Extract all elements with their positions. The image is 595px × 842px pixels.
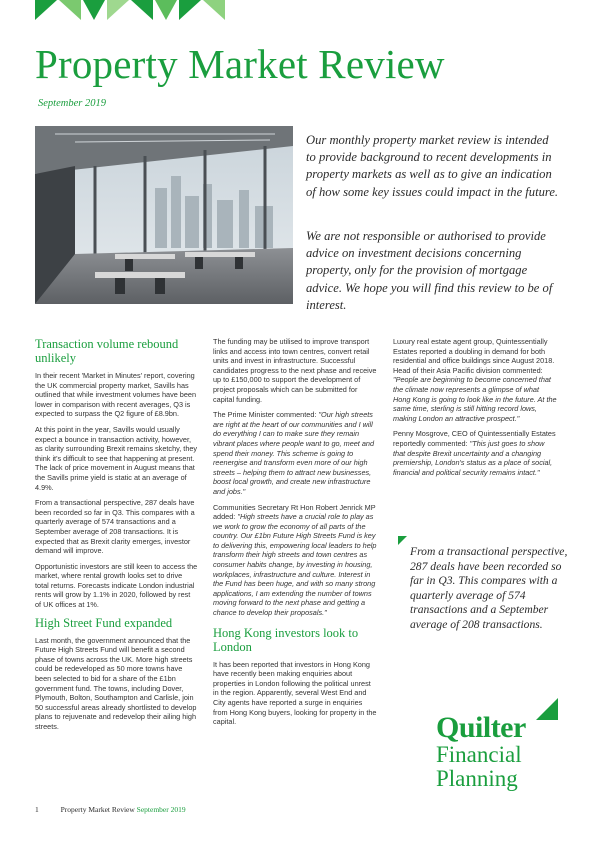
column-2 — [213, 337, 377, 733]
transaction-paragraph-3: From a transactional perspective, 287 deals have been recorded so far in Q3. This compares with a quarterly average of 574 transactions and a September average of 208 transactions. It is expected that as Brexit clarity emerges, investor demand will improve. — [35, 498, 195, 556]
page-footer — [35, 805, 186, 814]
high-street-paragraph-1: Last month, the government announced that the Future High Streets Fund will benefit a second phase of towns across the UK. More high streets could be redeveloped as 50 more towns have been selected to bid for a share of the £1bn government fund. The towns, including Dover, Plymouth, Bolton, Southampton and Carlisle, join 50 successful areas already shortlisted to develop plans to rejuvenate and redevelop their ailing high streets. — [35, 635, 197, 731]
page-number: 1 — [35, 805, 39, 814]
jenrick-quote-lead: Communities Secretary Rt Hon Robert Jenrick MP added: — [213, 502, 376, 522]
header-chevron-decoration — [35, 0, 235, 20]
quintessentially-lead: Luxury real estate agent group, Quintessentially Estates reported a doubling in demand for both residential and office buildings since August 2018. Head of their Asia Pacific division commented: — [393, 337, 555, 375]
logo-line-2: Financial — [436, 742, 522, 767]
column-1 — [35, 337, 198, 738]
footer-date: September 2019 — [136, 805, 186, 814]
disclaimer-paragraph: We are not responsible or authorised to provide advice on investment decisions concerning property, only for the provision of mortgage advice. We hope you will find this review to be of interest. — [306, 229, 553, 312]
high-street-paragraph-4 — [213, 503, 377, 618]
quilter-financial-planning-logo — [436, 713, 526, 791]
transaction-heading: Transaction volume rebound unlikely — [35, 337, 179, 365]
quintessentially-quote: "People are beginning to become concerned that the climate now represents a glimpse of what Hong Kong is going to look like in the future. At the same time, sterling is still hitting record lows, making London an attractive prospect." — [393, 375, 557, 423]
issue-date: September 2019 — [38, 98, 106, 109]
hong-kong-heading: Hong Kong investors look to London — [213, 625, 359, 654]
hong-kong-paragraph-1: It has been reported that investors in Hong Kong have recently been making enquiries about properties in London following the political unrest in the region. Apparently, several West End and City agents have reported a surge in enquiries from Hong Kong buyers, looking for property in the capital. — [213, 659, 377, 727]
mosgrove-quote: "This just goes to show that despite Brexit uncertainty and a changing premiership, London's status as a place of social, financial and political security remains intact." — [393, 438, 553, 477]
mosgrove-lead: Penny Mosgrove, CEO of Quintessentially Estates reportedly commented: — [393, 429, 556, 448]
logo-line-1: Quilter — [436, 711, 526, 744]
pm-quote-lead: The Prime Minister commented: — [213, 410, 319, 420]
jenrick-quote: "High streets have a crucial role to play as we work to grow the economy of all parts of the country. Our £1bn Future High Streets Fund is key to delivering this, empowering local leaders to help transform their high streets and town centres as consumer habits change, by investing in housing, workplaces, infrastructure and culture. Interest in the Fund has been huge, and with so many strong applications, I am extending the number of towns moving forward to the next phase and getting a chance to develop their proposals." — [213, 512, 377, 618]
transaction-paragraph-1: In their recent 'Market in Minutes' report, covering the UK commercial property market, Savills has outlined that while investment volumes have been lower in comparison with recent averages, Q3 is expected to surpass the Q2 figure of £8.9bn. — [35, 371, 197, 419]
pull-quote-triangle-mark — [536, 698, 558, 720]
logo-line-3: Planning — [436, 766, 518, 791]
high-street-paragraph-3 — [213, 410, 377, 496]
page-title: Property Market Review — [35, 41, 445, 87]
intro-paragraph: Our monthly property market review is intended to provide background to recent developments in property markets as well as to give an indication of how some key issues could impact in the future. — [306, 133, 559, 199]
footer-title: Property Market Review — [60, 805, 135, 814]
pm-quote: "Our high streets are right at the heart of our communities and I will do everything I can to make sure they remain vibrant places where people want to go, meet and spend their money. This scheme is going to reenergise and transform even more of our high streets – helping them to attract new businesses, boost local growth, and create new infrastructure and jobs." — [213, 410, 375, 496]
hong-kong-paragraph-2 — [393, 337, 558, 423]
pull-quote-corner-mark — [398, 536, 407, 545]
high-street-paragraph-2: The funding may be utilised to improve transport links and access into town centres, convert retail units and invest in infrastructure. Successful candidates progress to the next phase and receive up to £150,000 to support the development of project proposals which can be submitted for capital funding. — [213, 337, 377, 404]
hong-kong-paragraph-3 — [393, 429, 558, 477]
office-interior-image — [35, 126, 293, 304]
column-3 — [393, 337, 558, 483]
high-street-heading: High Street Fund expanded — [35, 615, 173, 630]
pull-quote: From a transactional perspective, 287 deals have been recorded so far in Q3. This compares with a quarterly average of 574 transactions and a September average of 208 transactions. — [410, 545, 568, 631]
transaction-paragraph-4: Opportunistic investors are still keen to access the market, where rental growth looks set to drive total returns. Forecasts indicate London industrial rents will grow by 1.1% in 2020, followed by rest of UK offices at 1%. — [35, 561, 198, 610]
transaction-paragraph-2: At this point in the year, Savills would usually expect a bounce in transaction activity, however, as clarity surrounding Brexit remains sketchy, they think it's difficult to see that happening at present. The lack of price movement in August means that the Savills prime yield is static at an average of 4.9%. — [35, 424, 198, 492]
